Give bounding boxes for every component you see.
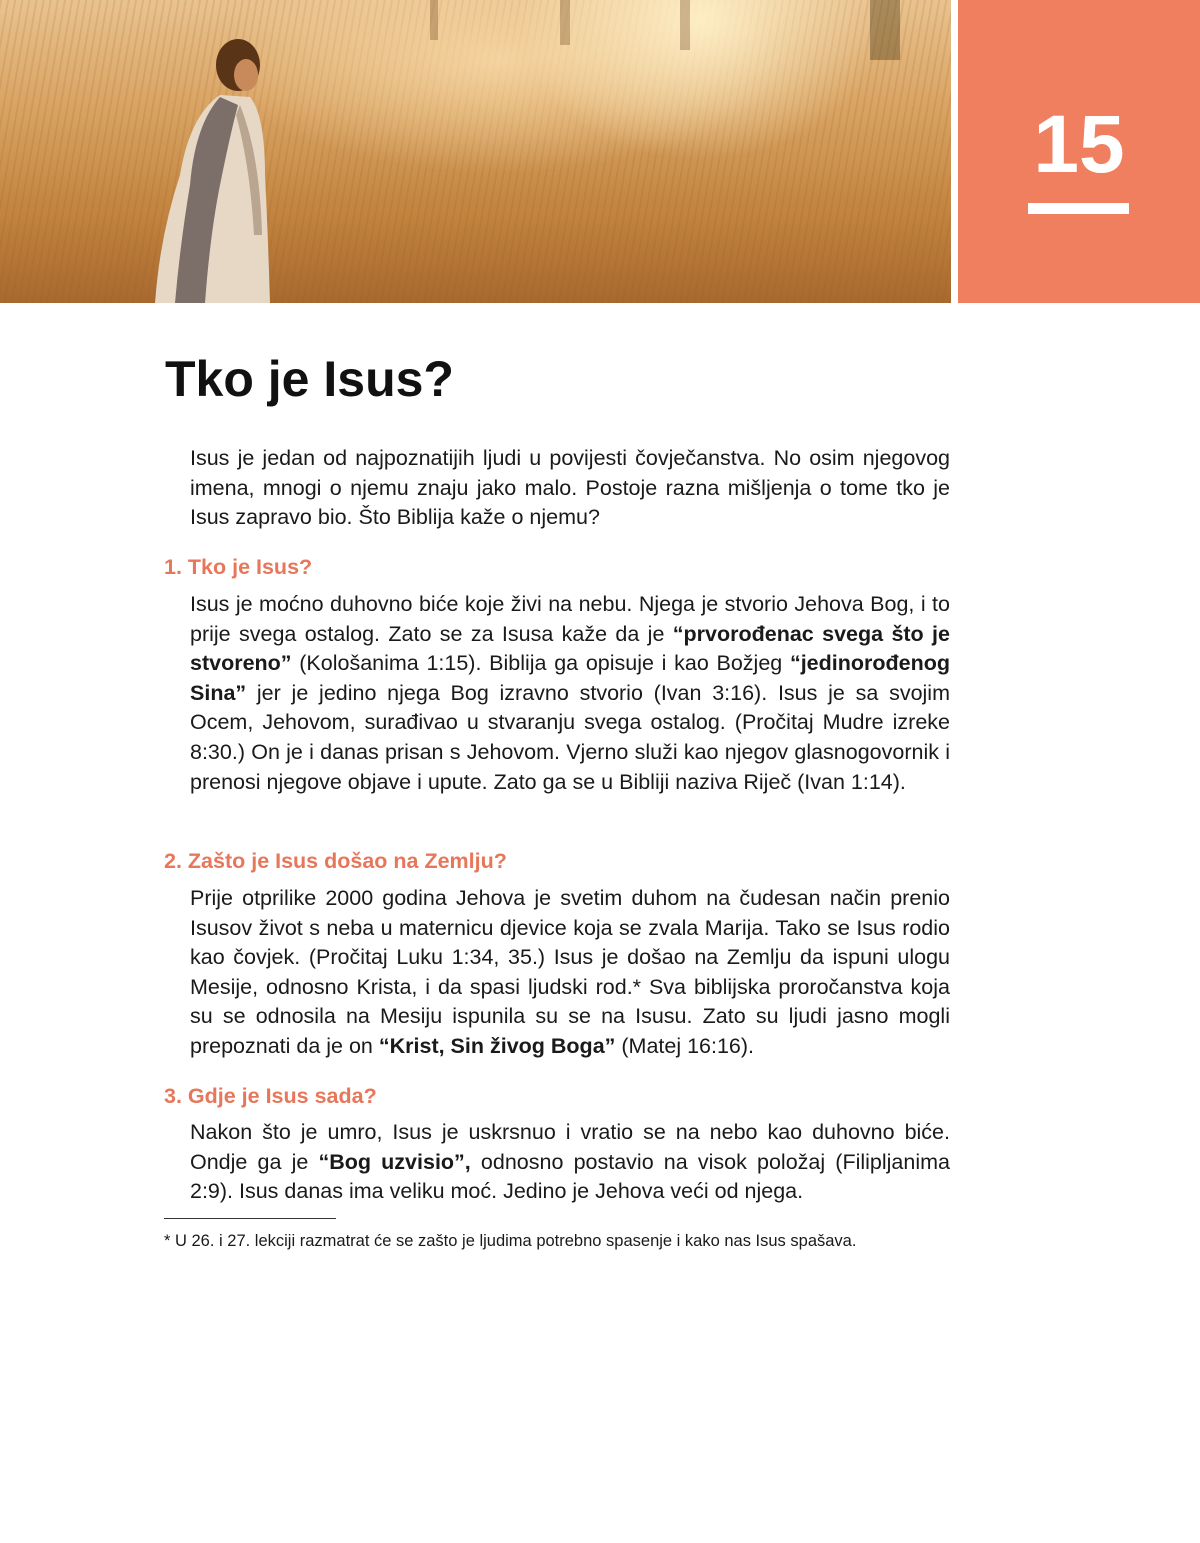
text: jer je jedino njega Bog izravno stvorio (Ivan 3:16). Isus je sa svojim Ocem, Jehovom, surađivao u stvaranju svega ostalog. (Pročitaj Mudre izreke 8:30.) On je i danas prisan s Jehovom. Vjerno služi kao njegov glasnogovornik i prenosi njegove objave i upute. Zato ga se u Bibliji naziva Riječ (Ivan 1:14). — [190, 680, 950, 794]
section-body — [190, 590, 950, 797]
footnote: * U 26. i 27. lekciji razmatrat će se zašto je ljudima potrebno spasenje i kako nas Isus spašava. — [164, 1232, 857, 1250]
text: odnosno postavio na visok položaj (Filipljanima 2:9). Isus danas ima veliku moć. Jedino je Jehova veći od njega. — [190, 1149, 950, 1204]
bold-quote: “Krist, Sin živog Boga” — [378, 1033, 616, 1058]
bold-quote: “prvorođenac svega što je stvoreno” — [190, 621, 950, 676]
text: Prije otprilike 2000 godina Jehova je svetim duhom na čudesan način prenio Isusov život s neba u maternicu djevice koja se zvala Marija. Tako se Isus rodio kao čovjek. (Pročitaj Luku 1:34, 35.) Isus je došao na Zemlju da ispuni ulogu Mesije, odnosno Krista, i da spasi ljudski rod.* Sva biblijska proročanstva koja su se odnosila na Mesiju ispunila su se na Isusu. Zato su ljudi jasno mogli prepoznati da je on — [190, 886, 950, 1058]
bold-quote: “Bog uzvisio”, — [318, 1149, 471, 1174]
chapter-number-box — [958, 0, 1200, 303]
section-heading: 1. Tko je Isus? — [164, 555, 313, 579]
text: (Matej 16:16). — [615, 1033, 755, 1058]
intro-paragraph: Isus je jedan od najpoznatijih ljudi u povijesti čovječanstva. No osim njegovog imena, mnogi o njemu znaju jako malo. Postoje razna mišljenja o tome tko je Isus zapravo bio. Što Biblija kaže o njemu? — [190, 446, 950, 530]
jesus-figure-icon — [150, 35, 280, 303]
tree-trunk — [680, 0, 690, 50]
section-body — [190, 884, 950, 1062]
hero-image — [0, 0, 951, 303]
section-heading: 2. Zašto je Isus došao na Zemlju? — [164, 849, 507, 873]
tree-trunk — [870, 0, 900, 60]
page-title: Tko je Isus? — [165, 351, 454, 407]
tree-trunk — [560, 0, 570, 45]
chapter-number: 15 — [1033, 99, 1125, 190]
text: Isus je moćno duhovno biće koje živi na nebu. Njega je stvorio Jehova Bog, i to prije svega ostalog. Zato se za Isusa kaže da je — [190, 592, 950, 646]
section-heading: 3. Gdje je Isus sada? — [164, 1084, 377, 1108]
section-body — [190, 1118, 950, 1207]
footnote-divider — [164, 1218, 336, 1219]
text: (Kološanima 1:15). Biblija ga opisuje i kao Božjeg — [291, 651, 790, 676]
text: Nakon što je umro, Isus je uskrsnuo i vratio se na nebo kao duhovno biće. Ondje ga je — [190, 1120, 950, 1174]
chapter-underline — [1028, 203, 1129, 214]
tree-trunk — [430, 0, 438, 40]
bold-quote: “jedinorođenog Sina” — [190, 651, 950, 705]
